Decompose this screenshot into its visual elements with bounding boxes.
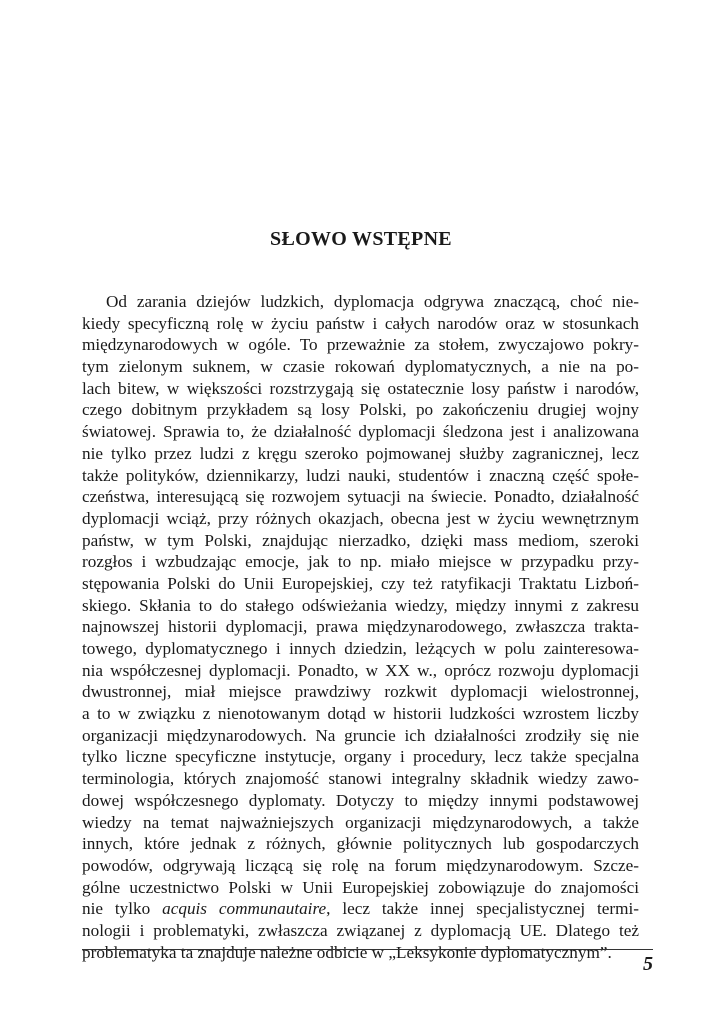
text-line: towego, dyplomatycznego i innych dziedzin, leżących w polu zainteresowa- [82, 639, 639, 658]
text-line: tym zielonym suknem, w czasie rokowań dyplomatycznych, a nie na po- [82, 357, 639, 377]
text-line: wiedzy na temat najważniejszych organizacji międzynarodowych, a także [82, 812, 639, 832]
chapter-heading: SŁOWO WSTĘPNE [270, 228, 452, 250]
text-line: państw, w tym Polski, znajdując nierzadko, dzięki mass mediom, szeroki [82, 530, 639, 550]
text-line: dyplomacji wciąż, przy różnych okazjach, obecna jest w życiu wewnętrznym [82, 508, 639, 528]
text-line: a to w związku z nienotowanym dotąd w historii ludzkości wzrostem liczby [82, 704, 639, 724]
text-line: czeństwa, interesującą się rozwojem sytuacji na świecie. Ponadto, działalność [82, 487, 639, 507]
text-line: stępowania Polski do Unii Europejskiej, czy też ratyfikacji Traktatu Lizboń- [82, 573, 639, 593]
text-line: skiego. Skłania to do stałego odświeżania wiedzy, między innymi z zakresu [82, 595, 639, 615]
text-line: powodów, odgrywają liczącą się rolę na forum międzynarodowym. Szcze- [82, 855, 639, 875]
text-line: międzynarodowych w ogóle. To przeważnie za stołem, zwyczajowo pokry- [82, 335, 639, 355]
text-line: terminologia, których znajomość stanowi integralny składnik wiedzy zawo- [82, 769, 639, 789]
text-line: problematyka ta znajduje należne odbicie w „Leksykonie dyplomatycznym”. [82, 942, 612, 962]
text-line: nia współczesnej dyplomacji. Ponadto, w XX w., oprócz rozwoju dyplomacji [82, 660, 639, 680]
text-line: kiedy specyficzną rolę w życiu państw i całych narodów oraz w stosunkach [82, 313, 639, 333]
text-fragment: , lecz także innej specjalistycznej termi- [326, 899, 639, 919]
italic-term: acquis communautaire [162, 899, 327, 919]
text-line: nie tylko przez ludzi z kręgu szeroko pojmowanej służby zagranicznej, lecz [82, 443, 639, 463]
text-line: nologii i problematyki, zwłaszcza związanej z dyplomacją UE. Dlatego też [82, 920, 639, 940]
text-line: gólne uczestnictwo Polski w Unii Europejskiej zobowiązuje do znajomości [82, 877, 639, 897]
text-line: innych, które jednak z różnych, głównie politycznych lub gospodarczych [82, 834, 639, 854]
text-line: światowej. Sprawia to, że działalność dyplomacji śledzona jest i analizowana [82, 422, 639, 442]
text-line: dowej współczesnego dyplomaty. Dotyczy to między innymi podstawowej [82, 790, 639, 810]
text-line: czego dobitnym przykładem są losy Polski, po zakończeniu drugiej wojny [82, 400, 639, 420]
text-line: także polityków, dziennikarzy, ludzi nauki, studentów i znaczną część społe- [82, 465, 639, 485]
preface-body [82, 291, 639, 963]
text-line: organizacji międzynarodowych. Na gruncie ich działalności zrodziły się nie [82, 725, 639, 745]
page-number: 5 [643, 953, 653, 975]
text-line: dwustronnej, miał miejsce prawdziwy rozkwit dyplomacji wielostronnej, [82, 682, 639, 702]
text-line: tylko liczne specyficzne instytucje, organy i procedury, lecz także specjalna [82, 747, 639, 767]
footer-rule [82, 949, 653, 950]
text-fragment: nie tylko [82, 899, 163, 919]
text-line: Od zarania dziejów ludzkich, dyplomacja odgrywa znaczącą, choć nie- [106, 292, 639, 311]
text-line-with-italic [82, 898, 639, 920]
text-line: rozgłos i wzbudzając emocje, jak to np. miało miejsce w przypadku przy- [82, 552, 639, 572]
text-line: lach bitew, w większości rozstrzygają się ostatecznie losy państw i narodów, [82, 378, 639, 398]
text-line: najnowszej historii dyplomacji, prawa międzynarodowego, zwłaszcza trakta- [82, 617, 639, 637]
